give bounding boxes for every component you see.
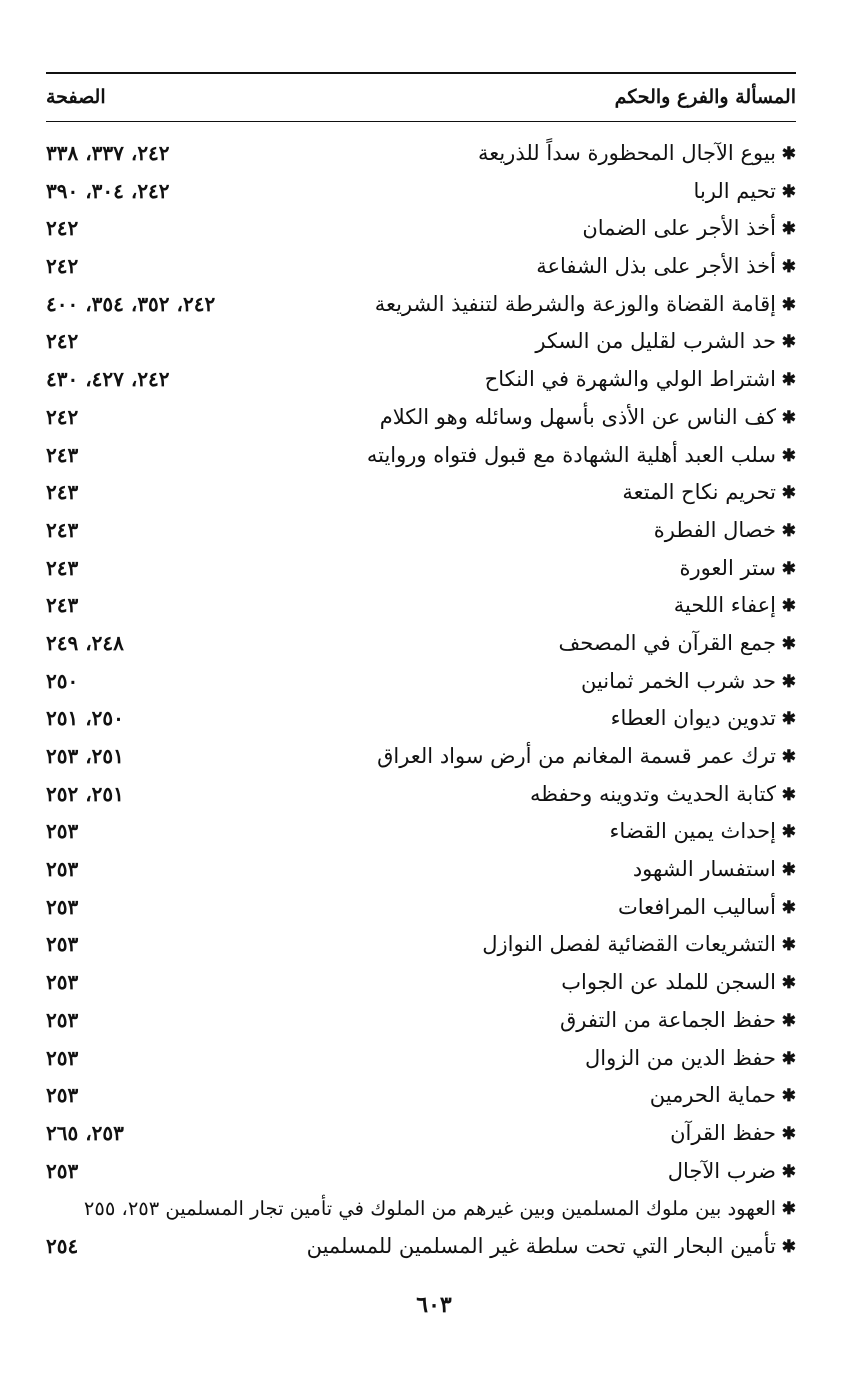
index-list [46,135,796,1266]
asterisk-bullet-icon: ✱ [781,1123,796,1144]
entry-text: إقامة القضاة والوزعة والشرطة لتنفيذ الشريعة [374,291,776,316]
asterisk-bullet-icon: ✱ [781,407,796,428]
index-entry [46,361,796,399]
index-entry [46,889,796,927]
entry-page-refs: ٢٤٣ [46,517,79,542]
asterisk-bullet-icon: ✱ [781,483,796,504]
index-entry [46,964,796,1002]
entry-text: إحداث يمين القضاء [609,819,776,844]
index-entry [46,1002,796,1040]
entry-text: استفسار الشهود [632,857,776,882]
entry-page-refs: ٢٥٣ [46,894,79,919]
asterisk-bullet-icon: ✱ [781,1161,796,1182]
index-entry [46,663,796,701]
index-entry [46,776,796,814]
asterisk-bullet-icon: ✱ [781,520,796,541]
entry-page-refs: ٢٤٢ [46,254,79,279]
asterisk-bullet-icon: ✱ [781,784,796,805]
index-entry [46,625,796,663]
entry-page-refs: ٢٤٣ [46,593,79,618]
index-entry [46,813,796,851]
asterisk-bullet-icon: ✱ [781,370,796,391]
entry-text: حماية الحرمين [649,1083,776,1108]
entry-page-refs: ٢٥٣ [46,819,79,844]
entry-page-refs: ٢٥١، ٢٥٢ [46,781,124,806]
asterisk-bullet-icon: ✱ [781,1048,796,1069]
entry-text: حد شرب الخمر ثمانين [580,668,776,693]
entry-text: ضرب الآجال [667,1158,776,1183]
asterisk-bullet-icon: ✱ [781,1199,796,1220]
entry-page-refs: ٢٥٣ [46,857,79,882]
entry-page-refs: ٢٥٣ [46,932,79,957]
table-header [46,80,796,114]
asterisk-bullet-icon: ✱ [781,219,796,240]
entry-text: ستر العورة [679,555,776,580]
asterisk-bullet-icon: ✱ [781,671,796,692]
index-entry [46,286,796,324]
entry-page-refs: ٢٤٨، ٢٤٩ [46,630,124,655]
index-entry [46,135,796,173]
entry-text: تحريم نكاح المتعة [622,480,776,505]
entry-text: أساليب المرافعات [618,894,776,919]
column-title-issue: المسألة والفرع والحكم [614,86,796,108]
entry-text: سلب العبد أهلية الشهادة مع قبول فتواه وروايته [366,442,776,467]
index-entry [46,248,796,286]
entry-page-refs: ٢٤٢ [46,404,79,429]
asterisk-bullet-icon: ✱ [781,747,796,767]
index-entry [46,437,796,475]
entry-page-refs: ٢٥٠، ٢٥١ [46,706,124,731]
asterisk-bullet-icon: ✱ [781,633,796,654]
entry-text: خصال الفطرة [653,517,776,542]
header-bottom-rule [46,121,796,122]
entry-page-refs: ٢٤٢، ٣٥٢، ٣٥٤، ٤٠٠ [46,291,216,316]
entry-text: تدوين ديوان العطاء [610,706,776,731]
asterisk-bullet-icon: ✱ [781,332,796,353]
index-entry [46,550,796,588]
index-entry [46,474,796,512]
entry-page-refs: ٢٥٣ [46,970,79,995]
header-top-rule [46,72,796,74]
entry-text: حد الشرب لقليل من السكر [535,329,776,354]
entry-text: جمع القرآن في المصحف [558,630,776,655]
entry-page-refs: ٢٤٢، ٣٠٤، ٣٩٠ [46,178,170,203]
asterisk-bullet-icon: ✱ [781,144,796,164]
index-entry [46,399,796,437]
index-entry [46,1153,796,1191]
entry-text: تحيم الربا [693,178,776,203]
asterisk-bullet-icon: ✱ [781,181,796,202]
index-entry [46,1115,796,1153]
entry-page-refs: ٢٤٣ [46,555,79,580]
entry-page-refs: ٢٥٠ [46,668,79,693]
entry-text: حفظ الدين من الزوال [585,1045,776,1070]
asterisk-bullet-icon: ✱ [781,596,796,617]
page-number: ٦٠٣ [416,1292,452,1318]
index-entry [46,1040,796,1078]
asterisk-bullet-icon: ✱ [781,973,796,994]
index-entry [46,210,796,248]
entry-page-refs: ٢٥٣ [46,1045,79,1070]
entry-text: كف الناس عن الأذى بأسهل وسائله وهو الكلام [379,404,776,429]
index-entry [46,1190,796,1228]
index-entry [46,1077,796,1115]
index-entry [46,851,796,889]
index-entry [46,173,796,211]
entry-page-refs: ٢٥٣ [46,1007,79,1032]
asterisk-bullet-icon: ✱ [781,445,796,466]
entry-text: أخذ الأجر على الضمان [582,216,776,241]
asterisk-bullet-icon: ✱ [781,1086,796,1107]
asterisk-bullet-icon: ✱ [781,822,796,843]
entry-text: حفظ الجماعة من التفرق [560,1007,776,1032]
entry-page-refs: ٢٤٢، ٤٢٧، ٤٣٠ [46,367,170,392]
entry-page-refs: ٢٤٣ [46,480,79,505]
asterisk-bullet-icon: ✱ [781,935,796,956]
entry-page-refs: ٢٤٢ [46,329,79,354]
asterisk-bullet-icon: ✱ [781,897,796,918]
column-title-page: الصفحة [46,86,106,108]
asterisk-bullet-icon: ✱ [781,257,796,278]
index-entry [46,587,796,625]
asterisk-bullet-icon: ✱ [781,294,796,315]
asterisk-bullet-icon: ✱ [781,1236,796,1257]
entry-page-refs: ٢٤٣ [46,442,79,467]
entry-text: كتابة الحديث وتدوينه وحفظه [530,781,776,806]
asterisk-bullet-icon: ✱ [781,1010,796,1031]
entry-page-refs: ٢٥٣ [46,1158,79,1183]
entry-text: إعفاء اللحية [673,593,776,618]
entry-page-refs: ٢٤٢، ٣٣٧، ٣٣٨ [46,141,170,165]
entry-page-refs: ٢٤٢ [46,216,79,241]
entry-text: ترك عمر قسمة المغانم من أرض سواد العراق [377,744,776,768]
entry-text: تأمين البحار التي تحت سلطة غير المسلمين للمسلمين [306,1233,776,1258]
asterisk-bullet-icon: ✱ [781,558,796,579]
entry-text: اشتراط الولي والشهرة في النكاح [484,367,776,392]
index-entry [46,700,796,738]
entry-text: السجن للملد عن الجواب [561,970,776,995]
asterisk-bullet-icon: ✱ [781,709,796,730]
index-entry [46,738,796,776]
entry-text: العهود بين ملوك المسلمين وبين غيرهم من الملوك في تأمين تجار المسلمين ٢٥٣، ٢٥٥ [83,1197,776,1221]
index-entry [46,512,796,550]
entry-text: أخذ الأجر على بذل الشفاعة [536,254,776,279]
index-entry [46,926,796,964]
entry-text: التشريعات القضائية لفصل النوازل [482,932,776,957]
entry-text: حفظ القرآن [670,1120,776,1145]
entry-page-refs: ٢٥٣ [46,1083,79,1108]
asterisk-bullet-icon: ✱ [781,860,796,881]
index-entry [46,323,796,361]
entry-page-refs: ٢٥١، ٢٥٣ [46,744,124,768]
entry-page-refs: ٢٥٤ [46,1233,79,1258]
entry-page-refs: ٢٥٣، ٢٦٥ [46,1120,124,1145]
index-entry [46,1228,796,1266]
entry-text: بيوع الآجال المحظورة سداً للذريعة [477,141,776,165]
